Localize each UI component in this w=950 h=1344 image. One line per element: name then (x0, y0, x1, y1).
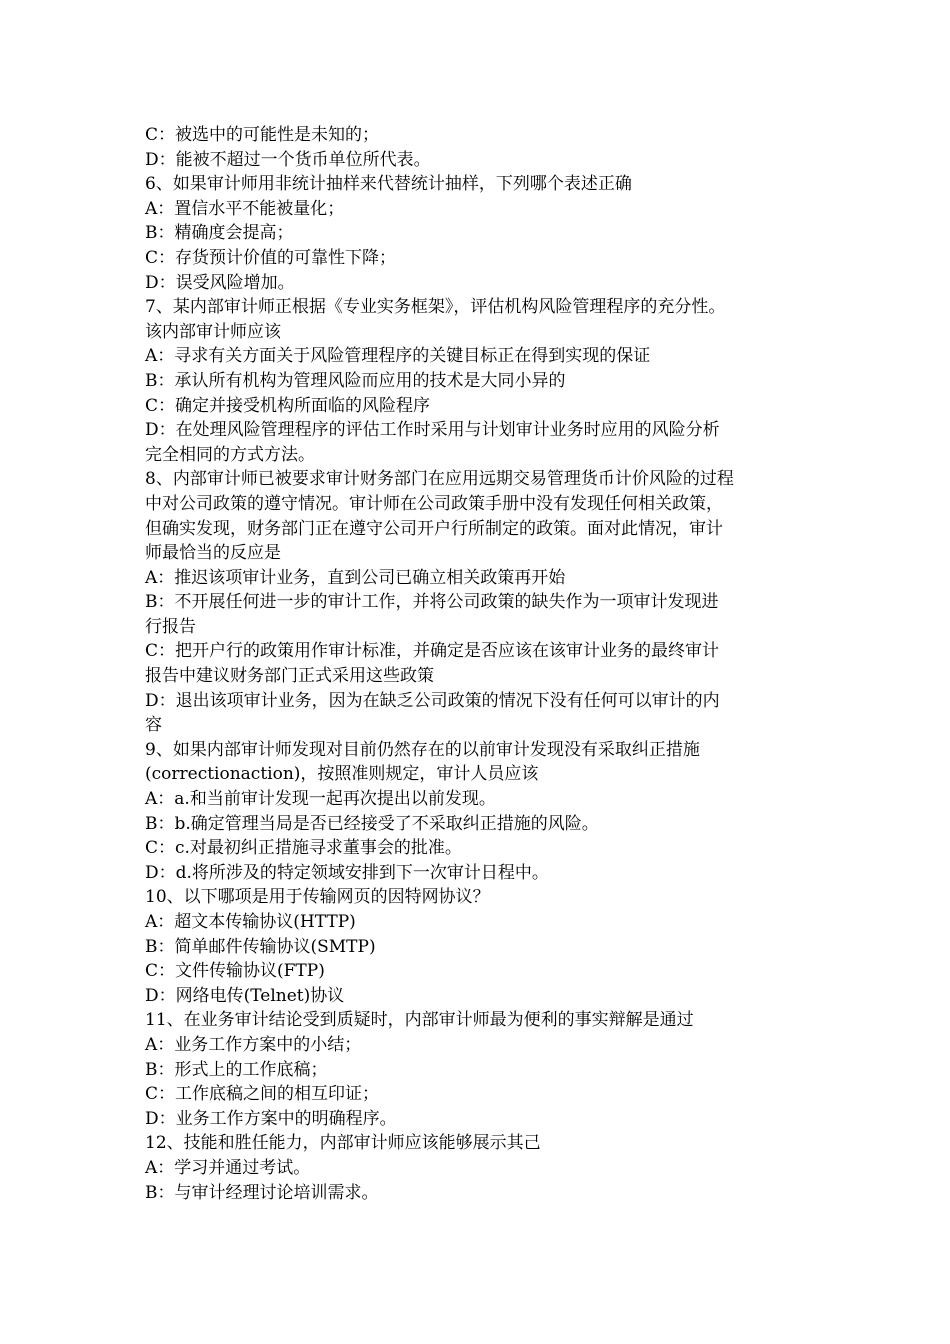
question-10-option-c: C：文件传输协议(FTP) (145, 961, 325, 982)
question-11-option-a: A：业务工作方案中的小结； (145, 1034, 362, 1055)
question-8-stem-cont: 师最恰当的反应是 (145, 543, 281, 564)
question-7-option-d: D：在处理风险管理程序的评估工作时采用与计划审计业务时应用的风险分析 (145, 420, 720, 441)
question-7-option-d-cont: 完全相同的方式方法。 (145, 444, 315, 465)
question-11-option-b: B：形式上的工作底稿； (145, 1059, 328, 1080)
question-12-stem: 12、技能和胜任能力，内部审计师应该能够展示其己 (145, 1133, 541, 1154)
question-9-option-c: C：c.对最初纠正措施寻求董事会的批准。 (145, 838, 462, 859)
question-6-option-b: B：精确度会提高； (145, 223, 294, 244)
question-12-option-b: B：与审计经理讨论培训需求。 (145, 1182, 379, 1203)
question-8-option-b: B：不开展任何进一步的审计工作，并将公司政策的缺失作为一项审计发现进 (145, 592, 719, 613)
question-9-option-d: D：d.将所涉及的特定领域安排到下一次审计日程中。 (145, 862, 549, 883)
document-page (145, 123, 810, 1205)
question-8-option-a: A：推迟该项审计业务，直到公司已确立相关政策再开始 (145, 567, 566, 588)
question-10-option-b: B：简单邮件传输协议(SMTP) (145, 936, 376, 957)
question-8-option-b-cont: 行报告 (145, 616, 196, 637)
question-7-option-c: C：确定并接受机构所面临的风险程序 (145, 395, 431, 416)
question-8-option-c: C：把开户行的政策用作审计标准，并确定是否应该在该审计业务的最终审计 (145, 641, 720, 662)
question-9-option-b: B：b.确定管理当局是否已经接受了不采取纠正措施的风险。 (145, 813, 599, 834)
question-11-stem: 11、在业务审计结论受到质疑时，内部审计师最为便利的事实辩解是通过 (145, 1010, 694, 1031)
question-9-stem-cont: (correctionaction)，按照准则规定，审计人员应该 (145, 764, 539, 785)
question-7-stem-cont: 该内部审计师应该 (145, 321, 281, 342)
question-9-stem: 9、如果内部审计师发现对目前仍然存在的以前审计发现没有采取纠正措施 (145, 739, 700, 760)
question-7-stem: 7、某内部审计师正根据《专业实务框架》，评估机构风险管理程序的充分性。 (145, 297, 726, 318)
question-10-option-a: A：超文本传输协议(HTTP) (145, 912, 356, 932)
question-6-option-d: D：误受风险增加。 (145, 272, 295, 293)
question-8-option-c-cont: 报告中建议财务部门正式采用这些政策 (145, 666, 434, 687)
question-7-option-b: B：承认所有机构为管理风险而应用的技术是大同小异的 (145, 370, 566, 391)
question-8-stem-cont: 但确实发现，财务部门正在遵守公司开户行所制定的政策。面对此情况，审计 (145, 518, 723, 539)
question-10-option-d: D：网络电传(Telnet)协议 (145, 985, 345, 1006)
question-8-stem-cont: 中对公司政策的遵守情况。审计师在公司政策手册中没有发现任何相关政策， (145, 493, 723, 514)
question-6-option-a: A：置信水平不能被量化； (145, 198, 345, 219)
question-10-stem: 10、以下哪项是用于传输网页的因特网协议？ (145, 887, 490, 908)
question-8-option-d-cont: 容 (145, 715, 162, 736)
question-8-stem: 8、内部审计师已被要求审计财务部门在应用远期交易管理货币计价风险的过程 (145, 469, 734, 490)
text-line: D：能被不超过一个货币单位所代表。 (145, 149, 431, 170)
question-9-option-a: A：a.和当前审计发现一起再次提出以前发现。 (145, 789, 496, 810)
question-6-stem: 6、如果审计师用非统计抽样来代替统计抽样，下列哪个表述正确 (145, 174, 632, 195)
question-12-option-a: A：学习并通过考试。 (145, 1157, 311, 1178)
question-7-option-a: A：寻求有关方面关于风险管理程序的关键目标正在得到实现的保证 (145, 346, 651, 367)
question-11-option-d: D：业务工作方案中的明确程序。 (145, 1108, 397, 1129)
question-11-option-c: C：工作底稿之间的相互印证； (145, 1084, 380, 1105)
question-8-option-d: D：退出该项审计业务，因为在缺乏公司政策的情况下没有任何可以审计的内 (145, 690, 720, 711)
text-line: C：被选中的可能性是未知的； (145, 125, 380, 145)
question-6-option-c: C：存货预计价值的可靠性下降； (145, 247, 397, 268)
